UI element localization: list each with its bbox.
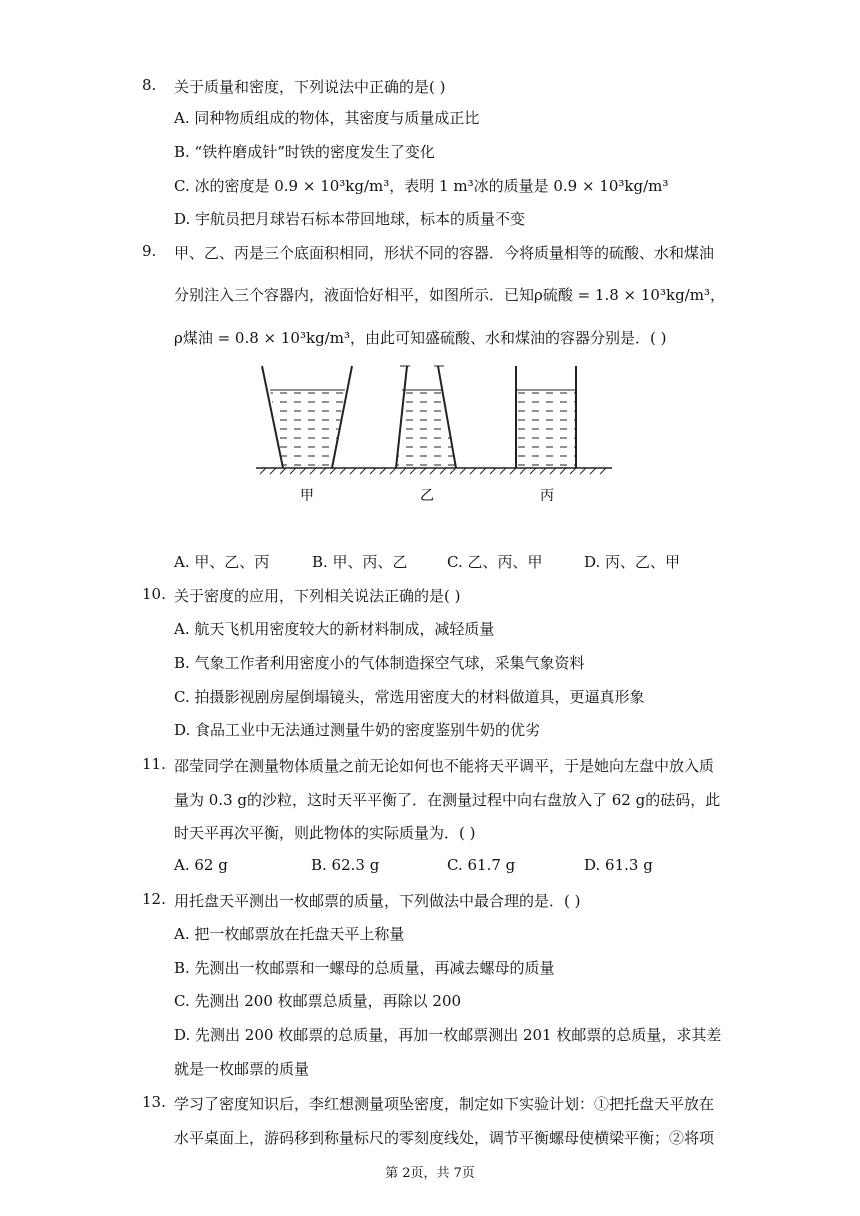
option-b: B. 先测出一枚邮票和一螺母的总质量，再减去螺母的质量 <box>174 959 555 977</box>
question-line: 甲、乙、丙是三个底面积相同，形状不同的容器．今将质量相等的硫酸、水和煤油 <box>174 244 715 262</box>
option-a: A. 62 g <box>174 856 228 874</box>
question-stem: 关于质量和密度，下列说法中正确的是( ) <box>174 78 446 96</box>
question-number: 8. <box>142 76 157 94</box>
option-a: A. 甲、乙、丙 <box>174 553 270 571</box>
option-d: D. 食品工业中无法通过测量牛奶的密度鉴别牛奶的优劣 <box>174 721 541 739</box>
container-bing <box>516 366 576 468</box>
container-jia <box>262 366 352 468</box>
question-line: ρ煤油 = 0.8 × 10³kg/m³，由此可知盛硫酸、水和煤油的容器分别是．( ) <box>174 329 667 347</box>
containers-figure <box>250 362 620 512</box>
option-d-continued: 就是一枚邮票的质量 <box>174 1060 310 1078</box>
option-c: C. 乙、丙、甲 <box>447 553 543 571</box>
question-number: 13. <box>142 1093 166 1111</box>
question-number: 11. <box>142 755 166 773</box>
option-d: D. 丙、乙、甲 <box>584 553 681 571</box>
option-c: C. 拍摄影视剧房屋倒塌镜头，常选用密度大的材料做道具，更逼真形象 <box>174 688 645 706</box>
question-number: 12. <box>142 890 166 908</box>
question-line: 分别注入三个容器内，液面恰好相平，如图所示．已知ρ硫酸 = 1.8 × 10³kg/m³， <box>174 286 725 304</box>
option-b: B. 甲、丙、乙 <box>312 553 408 571</box>
page-footer: 第 2页，共 7页 <box>385 1166 475 1181</box>
option-a: A. 航天飞机用密度较大的新材料制成，减轻质量 <box>174 620 495 638</box>
option-c: C. 61.7 g <box>447 856 516 874</box>
option-b: B. 气象工作者利用密度小的气体制造探空气球，采集气象资料 <box>174 654 585 672</box>
figure-label-bing: 丙 <box>540 488 554 504</box>
question-number: 9. <box>142 242 157 260</box>
option-b: B. “铁杵磨成针”时铁的密度发生了变化 <box>174 143 435 161</box>
question-stem: 关于密度的应用，下列相关说法正确的是( ) <box>174 587 461 605</box>
option-d: D. 先测出 200 枚邮票的总质量，再加一枚邮票测出 201 枚邮票的总质量，求其差 <box>174 1026 722 1044</box>
option-d: D. 61.3 g <box>584 856 653 874</box>
figure-label-yi: 乙 <box>420 488 434 504</box>
container-yi <box>396 366 456 468</box>
question-line: 邵莹同学在测量物体质量之前无论如何也不能将天平调平，于是她向左盘中放入质 <box>174 757 715 775</box>
figure-label-jia: 甲 <box>300 488 314 504</box>
option-c: C. 冰的密度是 0.9 × 10³kg/m³，表明 1 m³冰的质量是 0.9 × 10³kg/m³ <box>174 177 669 195</box>
question-line: 水平桌面上，游码移到称量标尺的零刻度线处，调节平衡螺母使横梁平衡；②将项 <box>174 1129 715 1147</box>
option-a: A. 把一枚邮票放在托盘天平上称量 <box>174 925 405 943</box>
option-a: A. 同种物质组成的物体，其密度与质量成正比 <box>174 109 480 127</box>
question-line: 量为 0.3 g的沙粒，这时天平平衡了．在测量过程中向右盘放入了 62 g的砝码，此 <box>174 791 721 809</box>
option-b: B. 62.3 g <box>311 856 380 874</box>
question-stem: 用托盘天平测出一枚邮票的质量，下列做法中最合理的是．( ) <box>174 892 581 910</box>
question-line: 时天平再次平衡，则此物体的实际质量为．( ) <box>174 824 476 842</box>
option-d: D. 宇航员把月球岩石标本带回地球，标本的质量不变 <box>174 210 526 228</box>
question-line: 学习了密度知识后，李红想测量项坠密度，制定如下实验计划：①把托盘天平放在 <box>174 1095 715 1113</box>
option-c: C. 先测出 200 枚邮票总质量，再除以 200 <box>174 992 462 1010</box>
question-number: 10. <box>142 585 166 603</box>
